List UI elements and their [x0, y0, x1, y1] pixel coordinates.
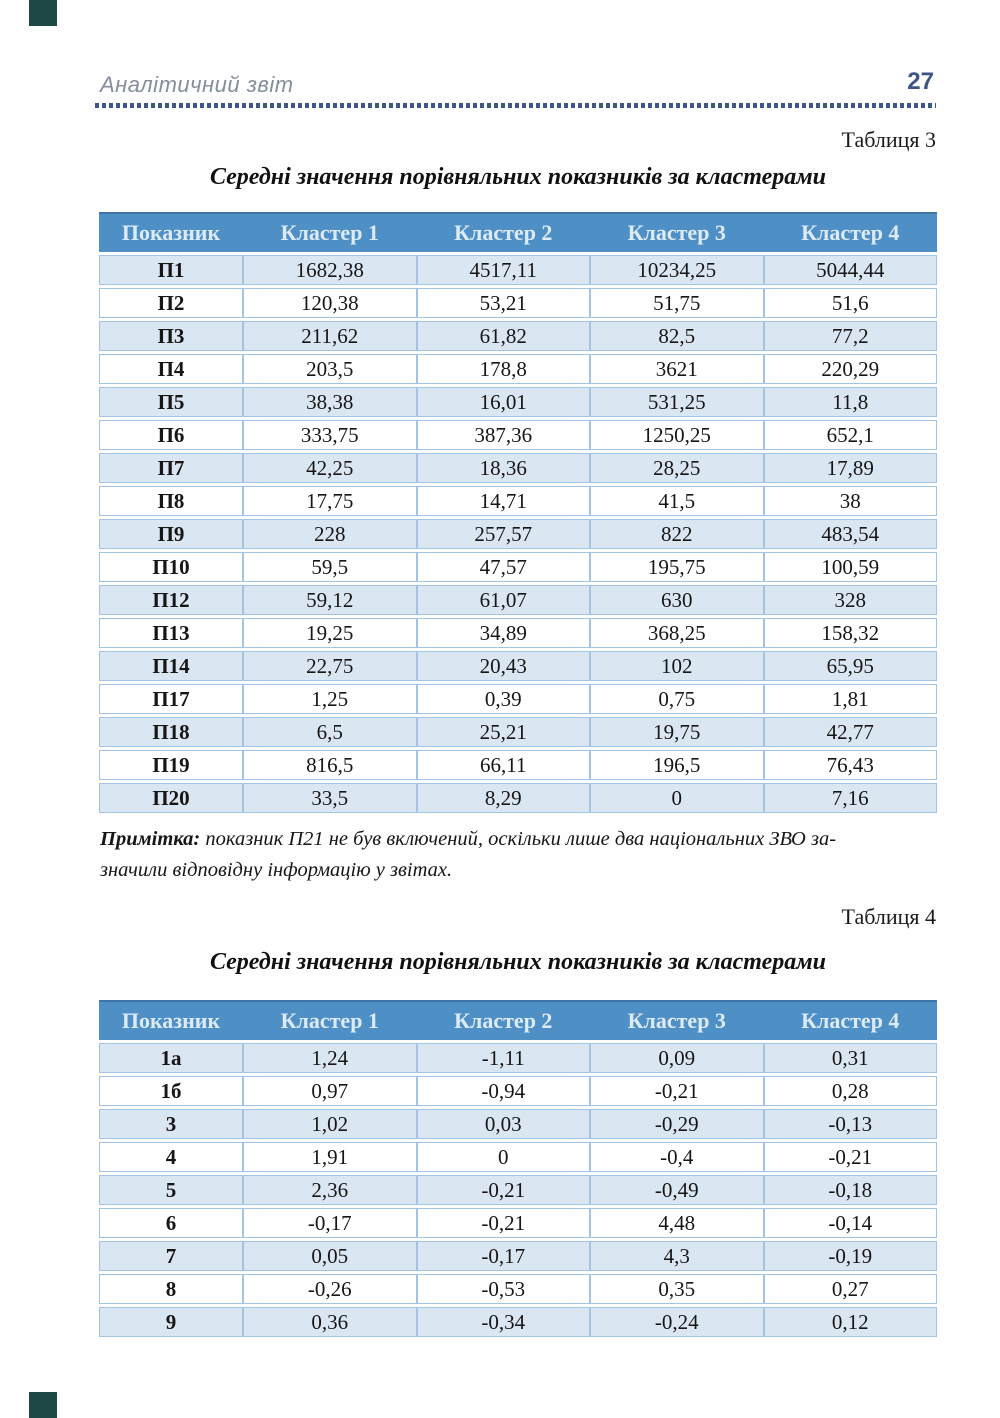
cell: 158,32 [764, 618, 938, 648]
table-row [99, 618, 937, 648]
note-line-1: показник П21 не був включений, оскільки лише два національних ЗВО за- [205, 828, 837, 850]
table-3-caption: Таблиця 3 [841, 127, 936, 152]
cell: 387,36 [417, 420, 591, 450]
table-row [99, 783, 937, 813]
row-label: 3 [99, 1109, 243, 1139]
column-header-cluster-4: Кластер 4 [764, 1000, 938, 1040]
cell: 76,43 [764, 750, 938, 780]
table-row [99, 288, 937, 318]
cell: 20,43 [417, 651, 591, 681]
cell: 17,75 [243, 486, 417, 516]
cell: 82,5 [590, 321, 764, 351]
cell: -0,21 [417, 1175, 591, 1205]
cell: 4517,11 [417, 255, 591, 285]
cell: 816,5 [243, 750, 417, 780]
cell: 17,89 [764, 453, 938, 483]
cell: 257,57 [417, 519, 591, 549]
cell: 0,03 [417, 1109, 591, 1139]
row-label: П19 [99, 750, 243, 780]
row-label: П5 [99, 387, 243, 417]
row-label: 1а [99, 1043, 243, 1073]
cell: 47,57 [417, 552, 591, 582]
cell: 0,05 [243, 1241, 417, 1271]
cell: -0,26 [243, 1274, 417, 1304]
cell: 822 [590, 519, 764, 549]
table-row [99, 1175, 937, 1205]
table-row [99, 1076, 937, 1106]
cell: 7,16 [764, 783, 938, 813]
table-row [99, 684, 937, 714]
column-header-cluster-2: Кластер 2 [417, 1000, 591, 1040]
cell: 178,8 [417, 354, 591, 384]
cell: 0 [417, 1142, 591, 1172]
cell: 0,28 [764, 1076, 938, 1106]
cell: 1250,25 [590, 420, 764, 450]
note-label: Примітка: [100, 828, 201, 850]
table-4 [99, 997, 937, 1340]
row-label: П8 [99, 486, 243, 516]
cell: -0,53 [417, 1274, 591, 1304]
cell: -0,14 [764, 1208, 938, 1238]
cell: 65,95 [764, 651, 938, 681]
cell: 51,6 [764, 288, 938, 318]
cell: -0,29 [590, 1109, 764, 1139]
table-row [99, 717, 937, 747]
cell: -0,49 [590, 1175, 764, 1205]
cell: 0,35 [590, 1274, 764, 1304]
cell: 483,54 [764, 519, 938, 549]
cell: -0,17 [243, 1208, 417, 1238]
row-label: П12 [99, 585, 243, 615]
row-label: 5 [99, 1175, 243, 1205]
cell: 19,25 [243, 618, 417, 648]
cell: 38 [764, 486, 938, 516]
table-3 [99, 209, 937, 816]
cell: 0,31 [764, 1043, 938, 1073]
column-header-cluster-3: Кластер 3 [590, 212, 764, 252]
corner-square-bottom [29, 1392, 57, 1418]
column-header-indicator: Показник [99, 212, 243, 252]
table-row [99, 321, 937, 351]
table-row [99, 585, 937, 615]
note-line-2: значили відповідну інформацію у звітах. [100, 859, 453, 881]
column-header-cluster-4: Кластер 4 [764, 212, 938, 252]
cell: 22,75 [243, 651, 417, 681]
column-header-cluster-1: Кластер 1 [243, 1000, 417, 1040]
cell: -0,19 [764, 1241, 938, 1271]
cell: 0,36 [243, 1307, 417, 1337]
row-label: П6 [99, 420, 243, 450]
cell: 102 [590, 651, 764, 681]
cell: 531,25 [590, 387, 764, 417]
cell: 10234,25 [590, 255, 764, 285]
cell: 0,39 [417, 684, 591, 714]
cell: 1,02 [243, 1109, 417, 1139]
table-row [99, 1208, 937, 1238]
table-3-header-row [99, 212, 937, 252]
cell: -0,21 [764, 1142, 938, 1172]
column-header-cluster-2: Кластер 2 [417, 212, 591, 252]
cell: -0,4 [590, 1142, 764, 1172]
header-dotted-rule [95, 103, 936, 108]
row-label: П4 [99, 354, 243, 384]
cell: 77,2 [764, 321, 938, 351]
table-4-header-row [99, 1000, 937, 1040]
cell: 33,5 [243, 783, 417, 813]
cell: 0 [590, 783, 764, 813]
cell: 2,36 [243, 1175, 417, 1205]
cell: 328 [764, 585, 938, 615]
cell: 61,82 [417, 321, 591, 351]
row-label: 1б [99, 1076, 243, 1106]
row-label: П1 [99, 255, 243, 285]
table-4-caption: Таблиця 4 [841, 904, 936, 929]
cell: 51,75 [590, 288, 764, 318]
row-label: П7 [99, 453, 243, 483]
row-label: П2 [99, 288, 243, 318]
cell: -0,24 [590, 1307, 764, 1337]
cell: -0,13 [764, 1109, 938, 1139]
table-row [99, 1241, 937, 1271]
cell: 38,38 [243, 387, 417, 417]
column-header-indicator: Показник [99, 1000, 243, 1040]
cell: 120,38 [243, 288, 417, 318]
cell: -0,17 [417, 1241, 591, 1271]
cell: 196,5 [590, 750, 764, 780]
cell: 61,07 [417, 585, 591, 615]
column-header-cluster-1: Кластер 1 [243, 212, 417, 252]
table-4-container [99, 997, 939, 1340]
cell: 0,75 [590, 684, 764, 714]
cell: 220,29 [764, 354, 938, 384]
row-label: П18 [99, 717, 243, 747]
table-row [99, 519, 937, 549]
column-header-cluster-3: Кластер 3 [590, 1000, 764, 1040]
row-label: П20 [99, 783, 243, 813]
cell: 16,01 [417, 387, 591, 417]
cell: 0,12 [764, 1307, 938, 1337]
table-row [99, 651, 937, 681]
table-row [99, 1307, 937, 1337]
cell: 0,97 [243, 1076, 417, 1106]
cell: 1,91 [243, 1142, 417, 1172]
row-label: 9 [99, 1307, 243, 1337]
cell: 4,48 [590, 1208, 764, 1238]
cell: 25,21 [417, 717, 591, 747]
row-label: П17 [99, 684, 243, 714]
row-label: П14 [99, 651, 243, 681]
cell: 19,75 [590, 717, 764, 747]
table-3-title: Середні значення порівняльних показників за кластерами [209, 164, 827, 190]
cell: -1,11 [417, 1043, 591, 1073]
table-row [99, 453, 937, 483]
table-row [99, 354, 937, 384]
cell: -0,18 [764, 1175, 938, 1205]
cell: 228 [243, 519, 417, 549]
row-label: П13 [99, 618, 243, 648]
cell: 100,59 [764, 552, 938, 582]
row-label: 7 [99, 1241, 243, 1271]
cell: 14,71 [417, 486, 591, 516]
cell: 8,29 [417, 783, 591, 813]
table-row [99, 486, 937, 516]
cell: 333,75 [243, 420, 417, 450]
cell: 0,09 [590, 1043, 764, 1073]
cell: 1,24 [243, 1043, 417, 1073]
cell: 59,5 [243, 552, 417, 582]
cell: 630 [590, 585, 764, 615]
table-row [99, 255, 937, 285]
cell: 42,25 [243, 453, 417, 483]
cell: -0,21 [417, 1208, 591, 1238]
running-header-title: Аналітичний звіт [100, 72, 294, 97]
cell: 18,36 [417, 453, 591, 483]
corner-square-top [29, 0, 57, 26]
row-label: П10 [99, 552, 243, 582]
table-row [99, 1142, 937, 1172]
cell: 203,5 [243, 354, 417, 384]
cell: 11,8 [764, 387, 938, 417]
table-row [99, 552, 937, 582]
page-number: 27 [907, 68, 934, 95]
table-row [99, 750, 937, 780]
cell: 4,3 [590, 1241, 764, 1271]
row-label: П3 [99, 321, 243, 351]
cell: -0,21 [590, 1076, 764, 1106]
table-row [99, 420, 937, 450]
table-3-container [99, 209, 939, 816]
cell: 211,62 [243, 321, 417, 351]
table-3-note [100, 824, 938, 886]
table-row [99, 1043, 937, 1073]
cell: 195,75 [590, 552, 764, 582]
cell: 6,5 [243, 717, 417, 747]
row-label: 4 [99, 1142, 243, 1172]
cell: 1682,38 [243, 255, 417, 285]
table-row [99, 1109, 937, 1139]
row-label: 8 [99, 1274, 243, 1304]
cell: 5044,44 [764, 255, 938, 285]
table-4-title: Середні значення порівняльних показників за кластерами [209, 949, 827, 975]
cell: 1,25 [243, 684, 417, 714]
cell: 1,81 [764, 684, 938, 714]
cell: 59,12 [243, 585, 417, 615]
table-row [99, 1274, 937, 1304]
cell: 66,11 [417, 750, 591, 780]
cell: -0,34 [417, 1307, 591, 1337]
cell: 53,21 [417, 288, 591, 318]
row-label: П9 [99, 519, 243, 549]
cell: 28,25 [590, 453, 764, 483]
table-row [99, 387, 937, 417]
row-label: 6 [99, 1208, 243, 1238]
cell: 0,27 [764, 1274, 938, 1304]
cell: 42,77 [764, 717, 938, 747]
cell: 34,89 [417, 618, 591, 648]
cell: 652,1 [764, 420, 938, 450]
cell: 3621 [590, 354, 764, 384]
cell: -0,94 [417, 1076, 591, 1106]
cell: 41,5 [590, 486, 764, 516]
cell: 368,25 [590, 618, 764, 648]
